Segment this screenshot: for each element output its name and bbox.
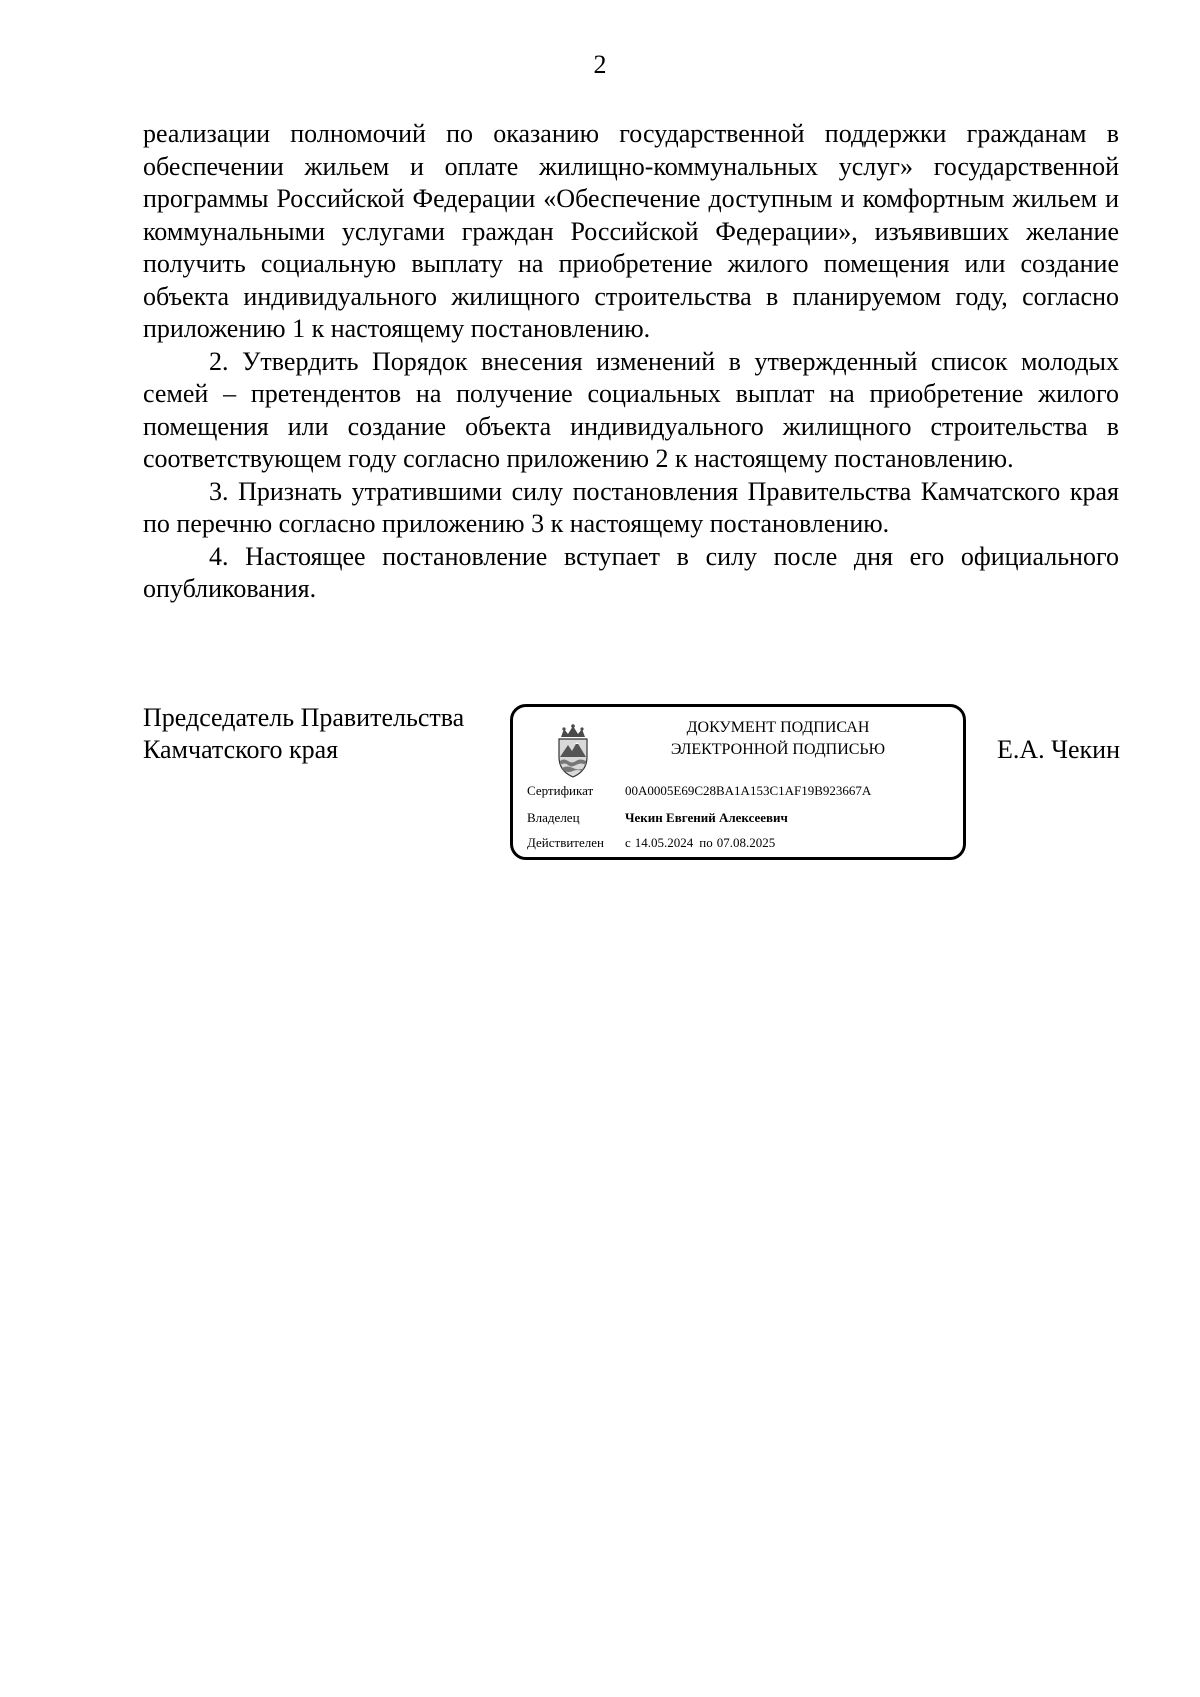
- valid-to-date: 07.08.2025: [716, 835, 776, 850]
- owner-label: Владелец: [527, 810, 580, 825]
- document-body: [143, 118, 1119, 606]
- valid-from-label: с: [625, 835, 631, 850]
- valid-to-label: по: [699, 835, 713, 850]
- signatory-position-line-1: Председатель Правительства: [143, 703, 465, 732]
- paragraph-item-4: 4. Настоящее постановление вступает в силу после дня его официального опубликования.: [143, 541, 1119, 603]
- paragraph-item-3: 3. Признать утратившими силу постановления Правительства Камчатского края по перечню согласно приложению 3 к настоящему постановлению.: [143, 476, 1119, 538]
- certificate-label: Сертификат: [527, 783, 594, 798]
- signer-name: Е.А. Чекин: [996, 735, 1120, 764]
- signatory-position: [143, 702, 464, 766]
- electronic-signature-stamp: [510, 704, 966, 860]
- certificate-value: 00A0005E69C28BA1A153C1AF19B923667A: [625, 783, 872, 798]
- coat-of-arms-icon: [553, 723, 593, 779]
- stamp-certificate-row: [527, 783, 871, 799]
- signatory-position-line-2: Камчатского края: [143, 735, 339, 764]
- paragraph-item-2: 2. Утвердить Порядок внесения изменений в утвержденный список молодых семей – претендентов на получение социальных выплат на приобретение жилого помещения или создание объекта индивидуального жилищного строительства в соответствующем году согласно приложению 2 к настоящему постановлению.: [143, 346, 1119, 473]
- stamp-title: [623, 717, 933, 761]
- stamp-validity-row: [527, 835, 775, 851]
- paragraph-continuation: реализации полномочий по оказанию государственной поддержки гражданам в обеспечении жильем и оплате жилищно-коммунальных услуг» государственной программы Российской Федерации «Обеспечение доступным и комфортным жильем и коммунальными услугами граждан Российской Федерации», изъявивших желание получить социальную выплату на приобретение жилого помещения или создание объекта индивидуального жилищного строительства в планируемом году, согласно приложению 1 к настоящему постановлению.: [143, 119, 1119, 343]
- page-number: 2: [593, 50, 607, 79]
- owner-value: Чекин Евгений Алексеевич: [625, 810, 788, 825]
- stamp-title-line-1: ДОКУМЕНТ ПОДПИСАН: [686, 719, 870, 736]
- stamp-owner-row: [527, 810, 788, 826]
- validity-label: Действителен: [527, 835, 604, 850]
- valid-from-date: 14.05.2024: [634, 835, 694, 850]
- stamp-title-line-2: ЭЛЕКТРОННОЙ ПОДПИСЬЮ: [670, 741, 886, 758]
